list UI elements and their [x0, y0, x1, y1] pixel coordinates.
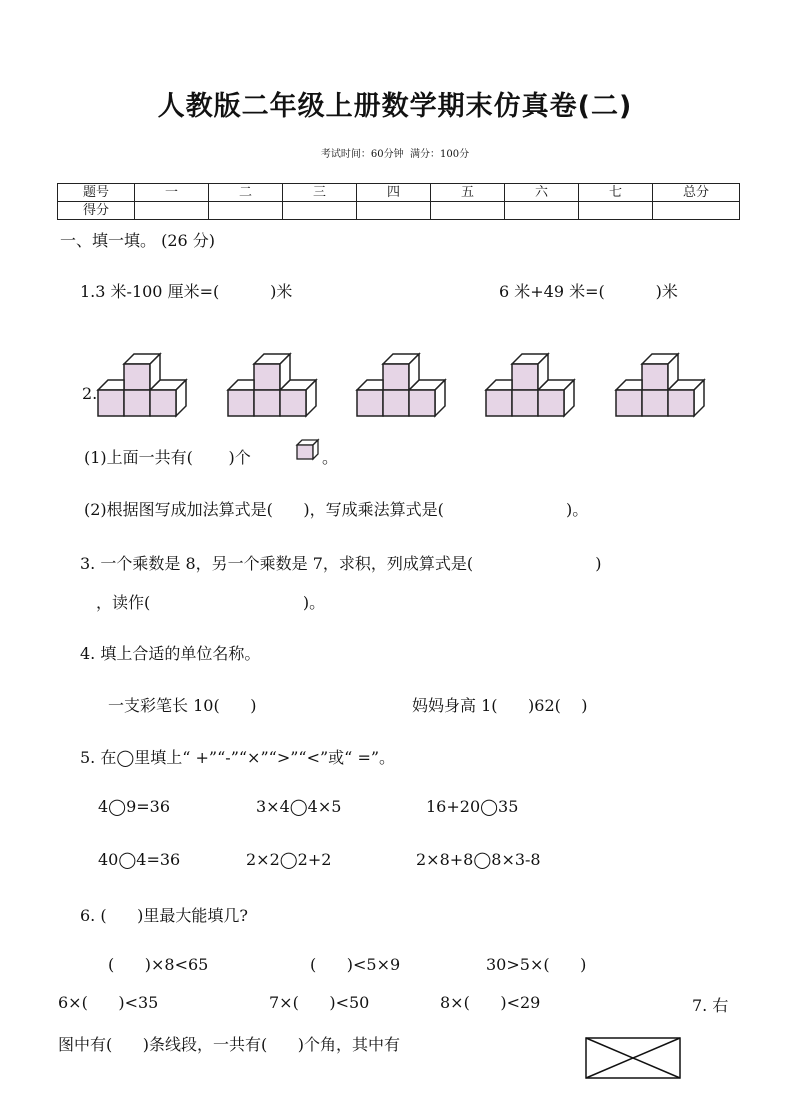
question-6-item: 7×( )<50	[269, 993, 370, 1012]
question-6-item: ( )<5×9	[310, 955, 401, 974]
question-5-item: 2×2◯2+2	[246, 850, 332, 869]
score-header-cell: 总分	[653, 184, 740, 202]
question-5-title: 5. 在◯里填上“ +”“-”“×”“>”“<”或“ =”。	[80, 748, 396, 767]
question-6-title: 6. ( )里最大能填几?	[80, 906, 248, 925]
question-7-start: 7. 右	[692, 996, 729, 1015]
score-header-cell: 五	[431, 184, 505, 202]
cube-icon	[297, 440, 318, 459]
score-header-cell: 一	[135, 184, 209, 202]
score-header-cell: 三	[283, 184, 357, 202]
question-6-item: 8×( )<29	[440, 993, 541, 1012]
question-3-line-1: 3. 一个乘数是 8，另一个乘数是 7，求积，列成算式是( )	[80, 554, 602, 573]
question-3-line-2: ，读作( )。	[96, 593, 326, 612]
question-5-item: 3×4◯4×5	[256, 797, 342, 816]
bowtie-figure	[586, 1038, 680, 1078]
cube-figure-2	[228, 354, 316, 416]
score-header-cell: 四	[357, 184, 431, 202]
question-5-item: 40◯4=36	[98, 850, 181, 869]
question-6-item: 30>5×( )	[486, 955, 587, 974]
question-1-right: 6 米+49 米=( )米	[499, 282, 678, 301]
score-header-cell: 题号	[58, 184, 135, 202]
cube-figure-5	[616, 354, 704, 416]
cube-figure-4	[486, 354, 574, 416]
score-header-cell: 七	[579, 184, 653, 202]
score-header-cell: 六	[505, 184, 579, 202]
question-6-item: 6×( )<35	[58, 993, 159, 1012]
score-row-label: 得分	[58, 202, 135, 220]
question-5-item: 16+20◯35	[426, 797, 519, 816]
question-7-text: 图中有( )条线段，一共有( )个角，其中有	[58, 1035, 401, 1054]
page-title: 人教版二年级上册数学期末仿真卷(二)	[157, 91, 633, 122]
question-5-item: 4◯9=36	[98, 797, 171, 816]
section-heading: 一、填一填。 (26 分)	[60, 231, 216, 250]
question-5-item: 2×8+8◯8×3-8	[416, 850, 541, 869]
question-4-title: 4. 填上合适的单位名称。	[80, 644, 261, 663]
question-2-part-2: (2)根据图写成加法算式是( )，写成乘法算式是( )。	[84, 500, 589, 519]
cube-figure-3	[357, 354, 445, 416]
question-1-left: 1.3 米-100 厘米=( )米	[80, 282, 293, 301]
question-2-part-1-end: 。	[322, 448, 339, 467]
score-header-cell: 二	[209, 184, 283, 202]
question-2-number: 2.	[82, 384, 98, 403]
question-2-part-1: (1)上面一共有( )个	[84, 448, 251, 467]
cube-figure-1	[98, 354, 186, 416]
question-6-item: ( )×8<65	[108, 955, 209, 974]
exam-info: 考试时间：60分钟 满分：100分	[320, 149, 470, 160]
question-4-left: 一支彩笔长 10( )	[108, 696, 257, 715]
question-4-right: 妈妈身高 1( )62( )	[412, 696, 588, 715]
